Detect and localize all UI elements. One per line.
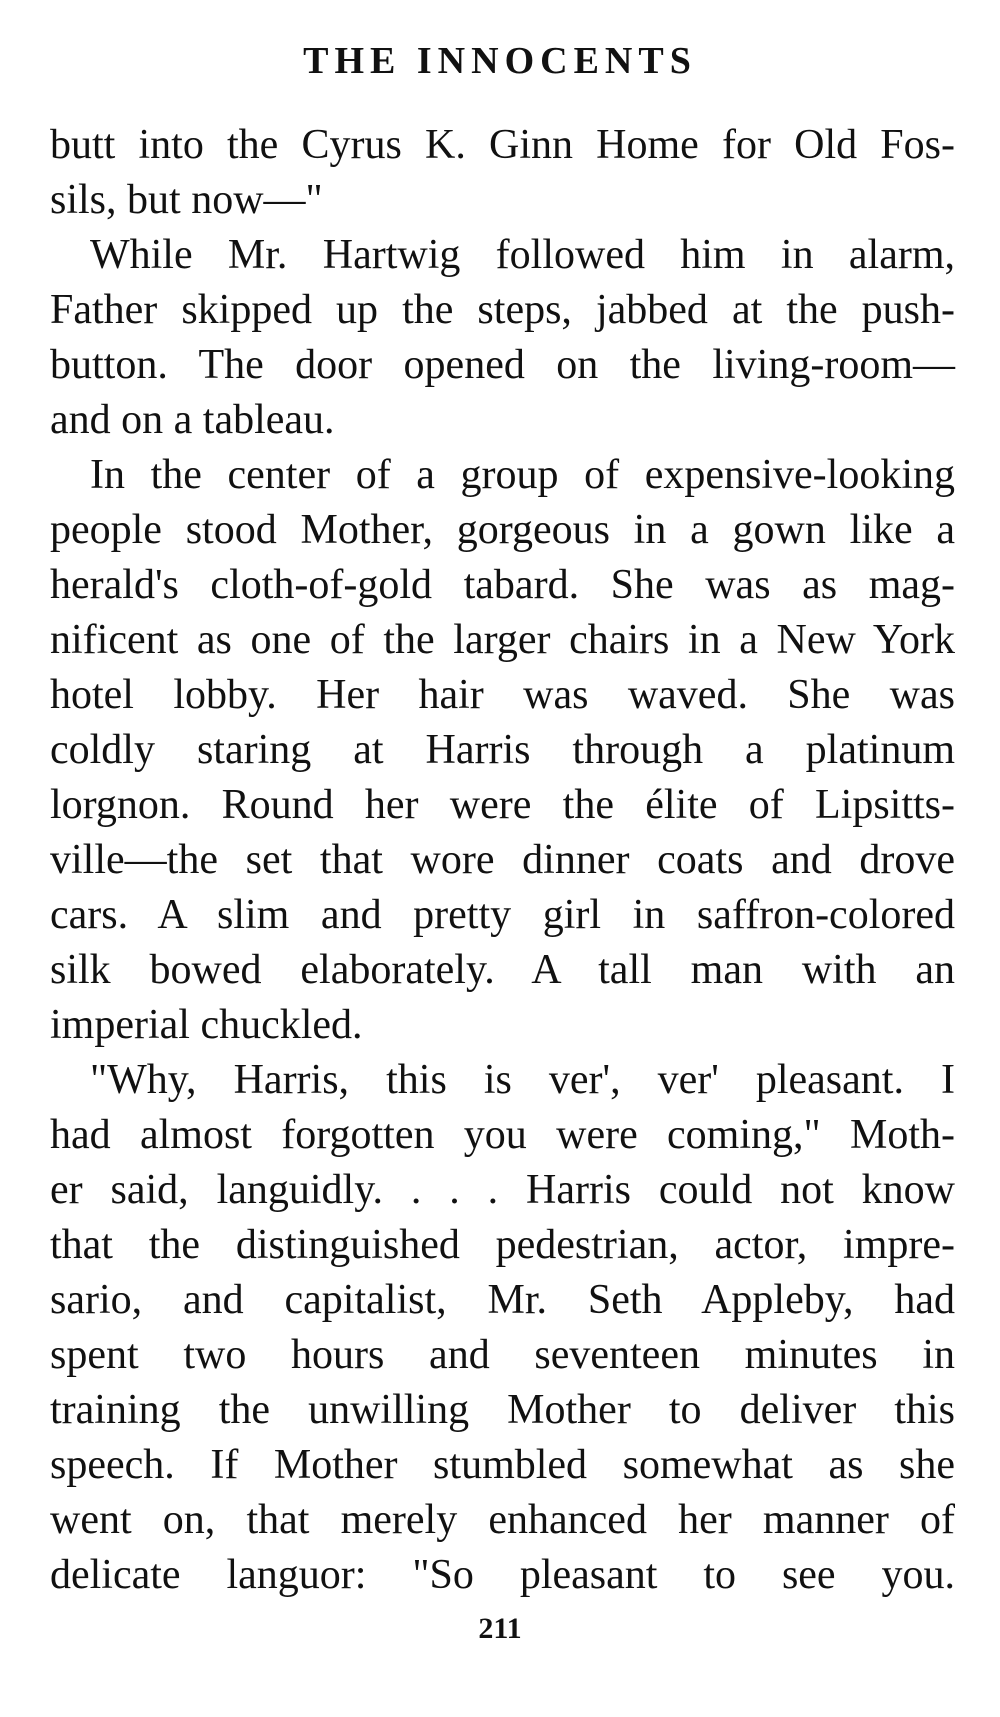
text-line: er said, languidly. . . . Harris could not know xyxy=(50,1167,955,1213)
text-line: had almost forgotten you were coming," Moth- xyxy=(50,1112,955,1158)
text-line: coldly staring at Harris through a platinum xyxy=(50,727,955,773)
text-line: butt into the Cyrus K. Ginn Home for Old Fos- xyxy=(50,122,955,168)
text-line: herald's cloth-of-gold tabard. She was as mag- xyxy=(50,562,955,608)
text-line: spent two hours and seventeen minutes in xyxy=(50,1332,955,1378)
paragraph-1 xyxy=(50,118,955,228)
body-text xyxy=(50,118,955,1603)
text-line: silk bowed elaborately. A tall man with an xyxy=(50,947,955,993)
text-line: nificent as one of the larger chairs in a New York xyxy=(50,617,955,663)
running-head: THE INNOCENTS xyxy=(303,40,697,82)
text-line: button. The door opened on the living-room— xyxy=(50,342,955,388)
paragraph-2 xyxy=(50,228,955,448)
text-line: went on, that merely enhanced her manner of xyxy=(50,1497,955,1543)
text-line: and on a tableau. xyxy=(50,397,335,443)
text-line: that the distinguished pedestrian, actor, impre- xyxy=(50,1222,955,1268)
text-line: training the unwilling Mother to deliver this xyxy=(50,1387,955,1433)
text-line: While Mr. Hartwig followed him in alarm, xyxy=(90,232,955,278)
text-line: "Why, Harris, this is ver', ver' pleasant. I xyxy=(90,1057,955,1103)
text-line: In the center of a group of expensive-looking xyxy=(90,452,955,498)
text-line: imperial chuckled. xyxy=(50,1002,363,1048)
text-line: lorgnon. Round her were the élite of Lipsitts- xyxy=(50,782,955,828)
paragraph-3 xyxy=(50,448,955,1053)
text-line: sils, but now—" xyxy=(50,177,323,223)
text-line: hotel lobby. Her hair was waved. She was xyxy=(50,672,955,718)
text-line: delicate languor: "So pleasant to see you. xyxy=(50,1552,955,1598)
text-line: cars. A slim and pretty girl in saffron-colored xyxy=(50,892,955,938)
text-line: people stood Mother, gorgeous in a gown like a xyxy=(50,507,955,553)
paragraph-4 xyxy=(50,1053,955,1603)
text-line: speech. If Mother stumbled somewhat as she xyxy=(50,1442,955,1488)
page-number: 211 xyxy=(478,1612,522,1645)
text-line: Father skipped up the steps, jabbed at the push- xyxy=(50,287,955,333)
text-line: sario, and capitalist, Mr. Seth Appleby, had xyxy=(50,1277,955,1323)
text-line: ville—the set that wore dinner coats and drove xyxy=(50,837,955,883)
